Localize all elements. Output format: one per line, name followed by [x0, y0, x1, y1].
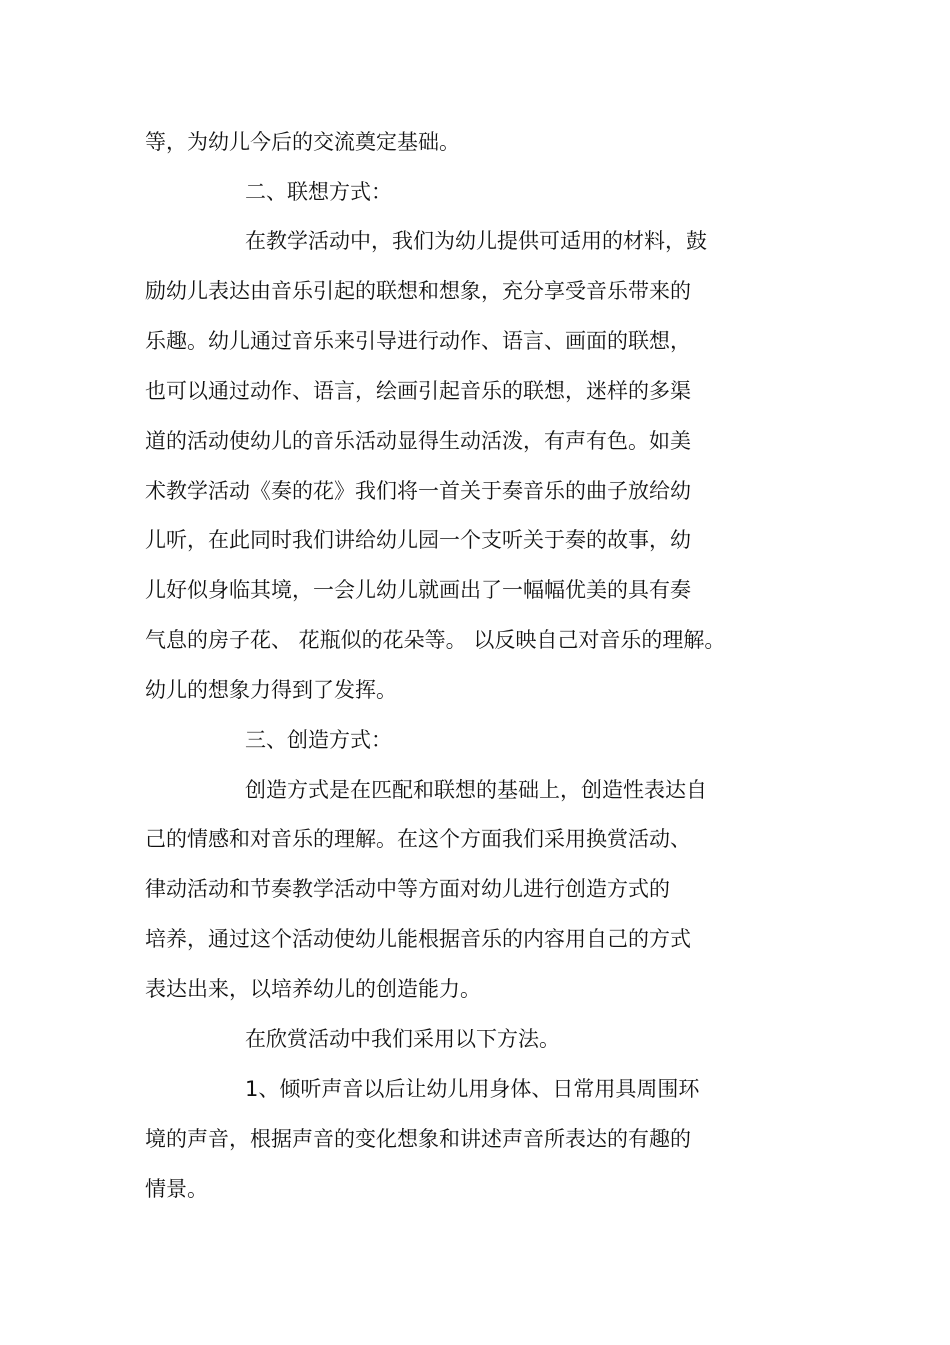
section-heading: 三、创造方式：: [245, 728, 392, 752]
list-item: 1、倾听声音以后让幼儿用身体、日常用具周围环: [245, 1077, 700, 1101]
paragraph-line: 情景。: [145, 1177, 208, 1201]
paragraph-line: 培养，通过这个活动使幼儿能根据音乐的内容用自己的方式: [145, 927, 691, 951]
paragraph-line: 在教学活动中，我们为幼儿提供可适用的材料，鼓: [245, 229, 707, 253]
paragraph-line: 也可以通过动作、语言，绘画引起音乐的联想，迷样的多渠: [145, 379, 691, 403]
paragraph-line: 乐趣。幼儿通过音乐来引导进行动作、语言、画面的联想，: [145, 329, 691, 353]
paragraph-line: 律动活动和节奏教学活动中等方面对幼儿进行创造方式的: [145, 877, 670, 901]
paragraph-line: 气息的房子花、 花瓶似的花朵等。 以反映自己对音乐的理解。: [145, 628, 726, 652]
section-heading: 二、联想方式：: [245, 180, 392, 204]
paragraph-line: 术教学活动《奏的花》我们将一首关于奏音乐的曲子放给幼: [145, 479, 691, 503]
paragraph-line: 己的情感和对音乐的理解。在这个方面我们采用换赏活动、: [145, 827, 691, 851]
paragraph-line: 表达出来，以培养幼儿的创造能力。: [145, 977, 481, 1001]
paragraph-line: 儿好似身临其境，一会儿幼儿就画出了一幅幅优美的具有奏: [145, 578, 691, 602]
paragraph-line: 创造方式是在匹配和联想的基础上，创造性表达自: [245, 778, 707, 802]
paragraph-line: 等，为幼儿今后的交流奠定基础。: [145, 130, 460, 154]
paragraph-line: 境的声音，根据声音的变化想象和讲述声音所表达的有趣的: [145, 1127, 691, 1151]
paragraph-line: 儿听，在此同时我们讲给幼儿园一个支听关于奏的故事，幼: [145, 528, 691, 552]
paragraph-line: 道的活动使幼儿的音乐活动显得生动活泼，有声有色。如美: [145, 429, 691, 453]
paragraph-line: 励幼儿表达由音乐引起的联想和想象，充分享受音乐带来的: [145, 279, 691, 303]
paragraph-line: 幼儿的想象力得到了发挥。: [145, 678, 397, 702]
paragraph-line: 在欣赏活动中我们采用以下方法。: [245, 1027, 560, 1051]
